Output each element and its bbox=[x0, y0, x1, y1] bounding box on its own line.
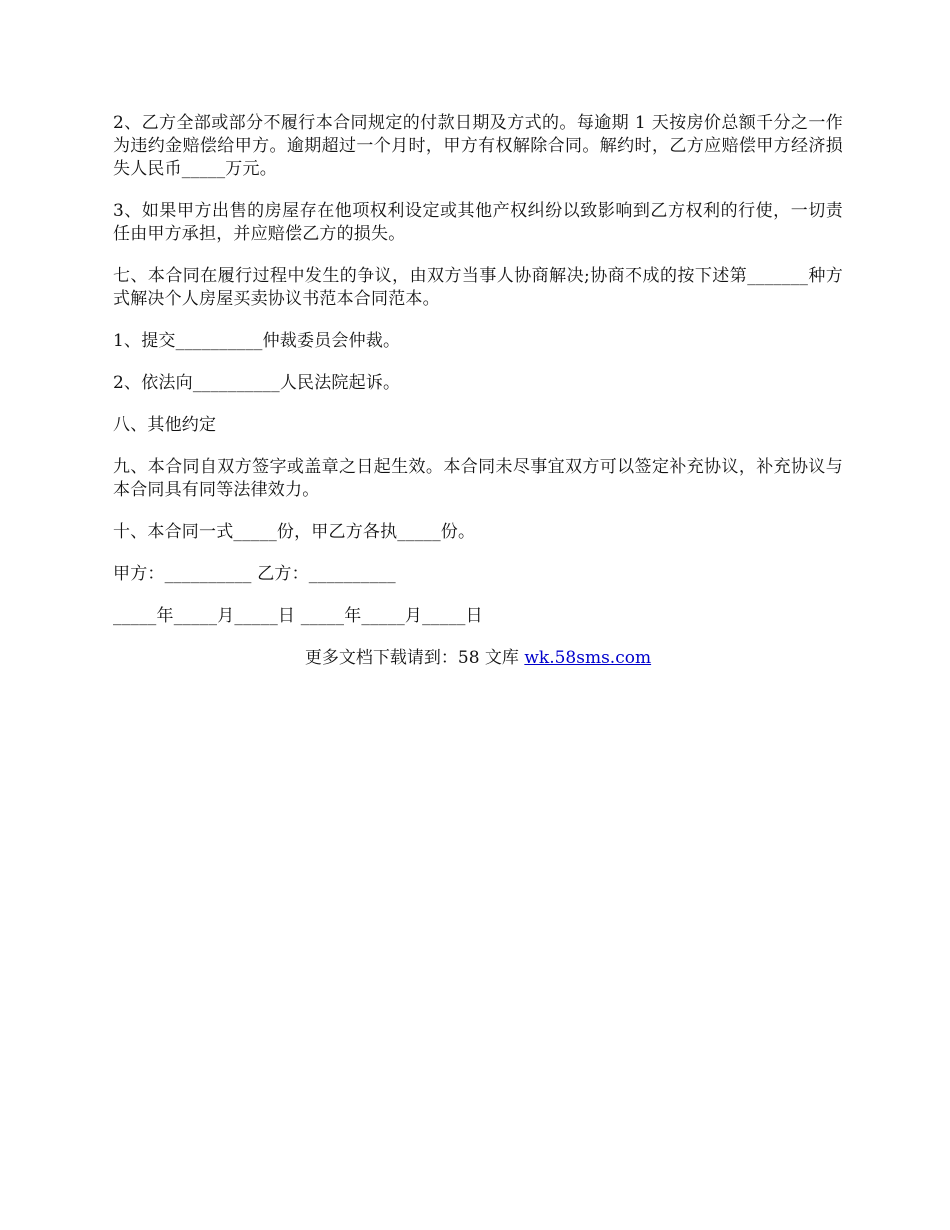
clause-heading: 八、其他约定 bbox=[113, 415, 217, 435]
document-page bbox=[113, 112, 843, 670]
clause-paragraph: 七、本合同在履行过程中发生的争议，由双方当事人协商解决;协商不成的按下述第_______种方式解决个人房屋买卖协议书范本合同范本。 bbox=[113, 266, 843, 309]
clause-paragraph: 1、提交__________仲裁委员会仲裁。 bbox=[113, 331, 401, 351]
footer-text: 更多文档下载请到：58 文库 bbox=[304, 648, 525, 668]
clause-paragraph: 2、乙方全部或部分不履行本合同规定的付款日期及方式的。每逾期 1 天按房价总额千分之一作为违约金赔偿给甲方。逾期超过一个月时，甲方有权解除合同。解约时，乙方应赔偿甲方经济损失人民币_____万元。 bbox=[113, 113, 843, 179]
clause-paragraph: 2、依法向__________人民法院起诉。 bbox=[113, 373, 401, 393]
footer-link[interactable]: wk.58sms.com bbox=[524, 648, 652, 668]
footer-note bbox=[113, 647, 843, 670]
signature-line: 甲方：__________ 乙方：__________ bbox=[113, 564, 396, 584]
date-line: _____年_____月_____日 _____年_____月_____日 bbox=[113, 606, 483, 626]
clause-paragraph: 十、本合同一式_____份，甲乙方各执_____份。 bbox=[113, 522, 476, 542]
clause-paragraph: 九、本合同自双方签字或盖章之日起生效。本合同未尽事宜双方可以签定补充协议，补充协议与本合同具有同等法律效力。 bbox=[113, 457, 843, 500]
clause-paragraph: 3、如果甲方出售的房屋存在他项权利设定或其他产权纠纷以致影响到乙方权利的行使，一切责任由甲方承担，并应赔偿乙方的损失。 bbox=[113, 201, 843, 244]
